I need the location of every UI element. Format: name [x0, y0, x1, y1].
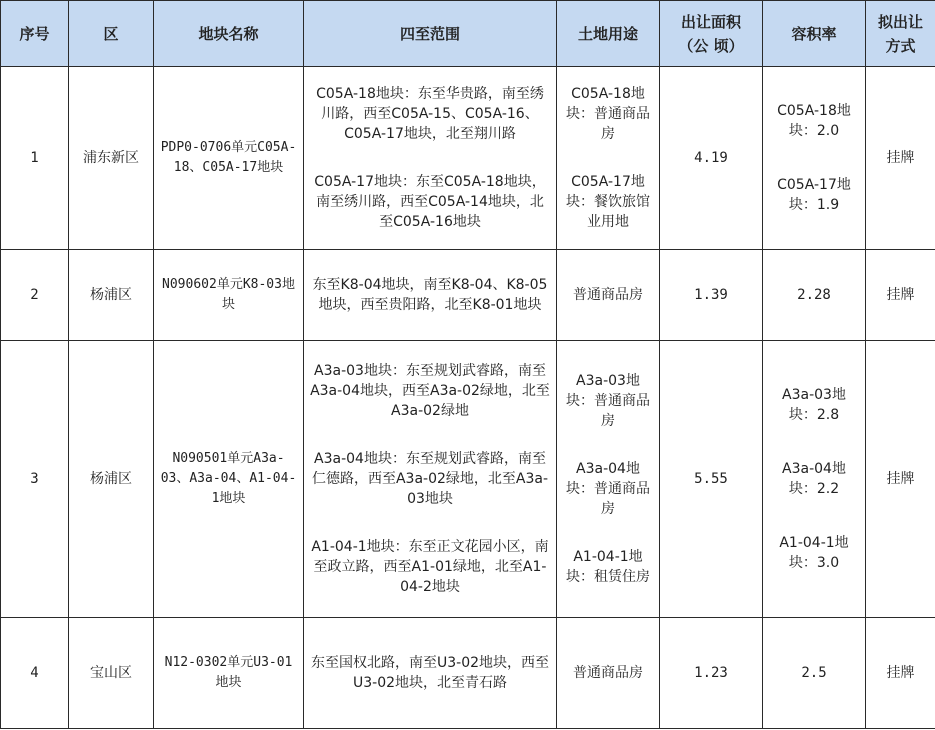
land-use-text: A3a-04地块：普通商品房: [566, 461, 650, 517]
row-method: 挂牌: [866, 250, 935, 341]
row-method: 挂牌: [866, 618, 935, 729]
land-use-text: 普通商品房: [573, 665, 643, 681]
boundary-text: 东至K8-04地块，南至K8-04、K8-05地块，西至贵阳路，北至K8-01地块: [312, 277, 548, 313]
land-use-text: 普通商品房: [573, 287, 643, 303]
row-area: 1.39: [660, 250, 763, 341]
table-row: [1, 341, 935, 618]
header-plot-name: 地块名称: [154, 1, 304, 67]
row-land-use: [557, 250, 660, 341]
far-text: C05A-18地块：2.0: [777, 103, 851, 139]
row-seq: 3: [1, 341, 69, 618]
row-district: 宝山区: [69, 618, 154, 729]
far-text: C05A-17地块：1.9: [777, 177, 851, 213]
header-area: [660, 1, 763, 67]
far-text: A3a-03地块：2.8: [782, 387, 846, 423]
table-header-row: [1, 1, 935, 67]
row-seq: 2: [1, 250, 69, 341]
row-boundaries: [304, 250, 557, 341]
land-use-text: A1-04-1地块：租赁住房: [566, 549, 650, 585]
row-far: [763, 250, 866, 341]
far-text: A1-04-1地块：3.0: [779, 535, 849, 571]
row-method: 挂牌: [866, 67, 935, 250]
boundary-text: C05A-18地块：东至华贵路，南至绣川路，西至C05A-15、C05A-16、C05A-17地块，北至翔川路: [316, 86, 544, 142]
row-boundaries: [304, 618, 557, 729]
land-use-text: C05A-18地块：普通商品房: [566, 86, 650, 142]
row-area: 5.55: [660, 341, 763, 618]
row-land-use: [557, 67, 660, 250]
row-seq: 4: [1, 618, 69, 729]
land-use-text: C05A-17地块：餐饮旅馆业用地: [566, 174, 650, 230]
boundary-text: A3a-03地块：东至规划武睿路，南至A3a-04地块，西至A3a-02绿地，北至A3a-02绿地: [310, 363, 550, 419]
land-use-text: A3a-03地块：普通商品房: [566, 373, 650, 429]
row-district: 杨浦区: [69, 341, 154, 618]
row-plot-name: N090602单元K8-03地块: [154, 250, 304, 341]
header-method: [866, 1, 935, 67]
boundary-text: C05A-17地块：东至C05A-18地块，南至绣川路，西至C05A-14地块，北至C05A-16地块: [314, 174, 546, 230]
row-seq: 1: [1, 67, 69, 250]
far-text: 2.5: [801, 665, 827, 681]
table-row: [1, 67, 935, 250]
row-boundaries: [304, 67, 557, 250]
table-row: [1, 618, 935, 729]
boundary-text: A1-04-1地块：东至正文花园小区，南至政立路，西至A1-01绿地，北至A1-04-2地块: [311, 539, 549, 595]
row-plot-name: PDP0-0706单元C05A-18、C05A-17地块: [154, 67, 304, 250]
row-district: 浦东新区: [69, 67, 154, 250]
header-boundaries: 四至范围: [304, 1, 557, 67]
row-land-use: [557, 341, 660, 618]
row-far: [763, 618, 866, 729]
boundary-text: A3a-04地块：东至规划武睿路，南至仁德路，西至A3a-02绿地，北至A3a-03地块: [311, 451, 549, 507]
header-seq: 序号: [1, 1, 69, 67]
table-row: [1, 250, 935, 341]
row-far: [763, 67, 866, 250]
row-area: 1.23: [660, 618, 763, 729]
header-method-line2: 方式: [885, 36, 916, 55]
header-district: 区: [69, 1, 154, 67]
header-method-line1: 拟出让: [877, 12, 923, 31]
row-method: 挂牌: [866, 341, 935, 618]
far-text: A3a-04地块：2.2: [782, 461, 846, 497]
boundary-text: 东至国权北路，南至U3-02地块，西至U3-02地块，北至青石路: [310, 655, 550, 691]
header-land-use: 土地用途: [557, 1, 660, 67]
row-far: [763, 341, 866, 618]
row-plot-name: N090501单元A3a-03、A3a-04、A1-04-1地块: [154, 341, 304, 618]
row-district: 杨浦区: [69, 250, 154, 341]
header-area-line1: 出让面积: [680, 12, 741, 31]
header-area-line2: （公 顷）: [678, 36, 744, 55]
row-land-use: [557, 618, 660, 729]
header-far: 容积率: [763, 1, 866, 67]
row-area: 4.19: [660, 67, 763, 250]
row-boundaries: [304, 341, 557, 618]
far-text: 2.28: [797, 287, 831, 303]
row-plot-name: N12-0302单元U3-01地块: [154, 618, 304, 729]
